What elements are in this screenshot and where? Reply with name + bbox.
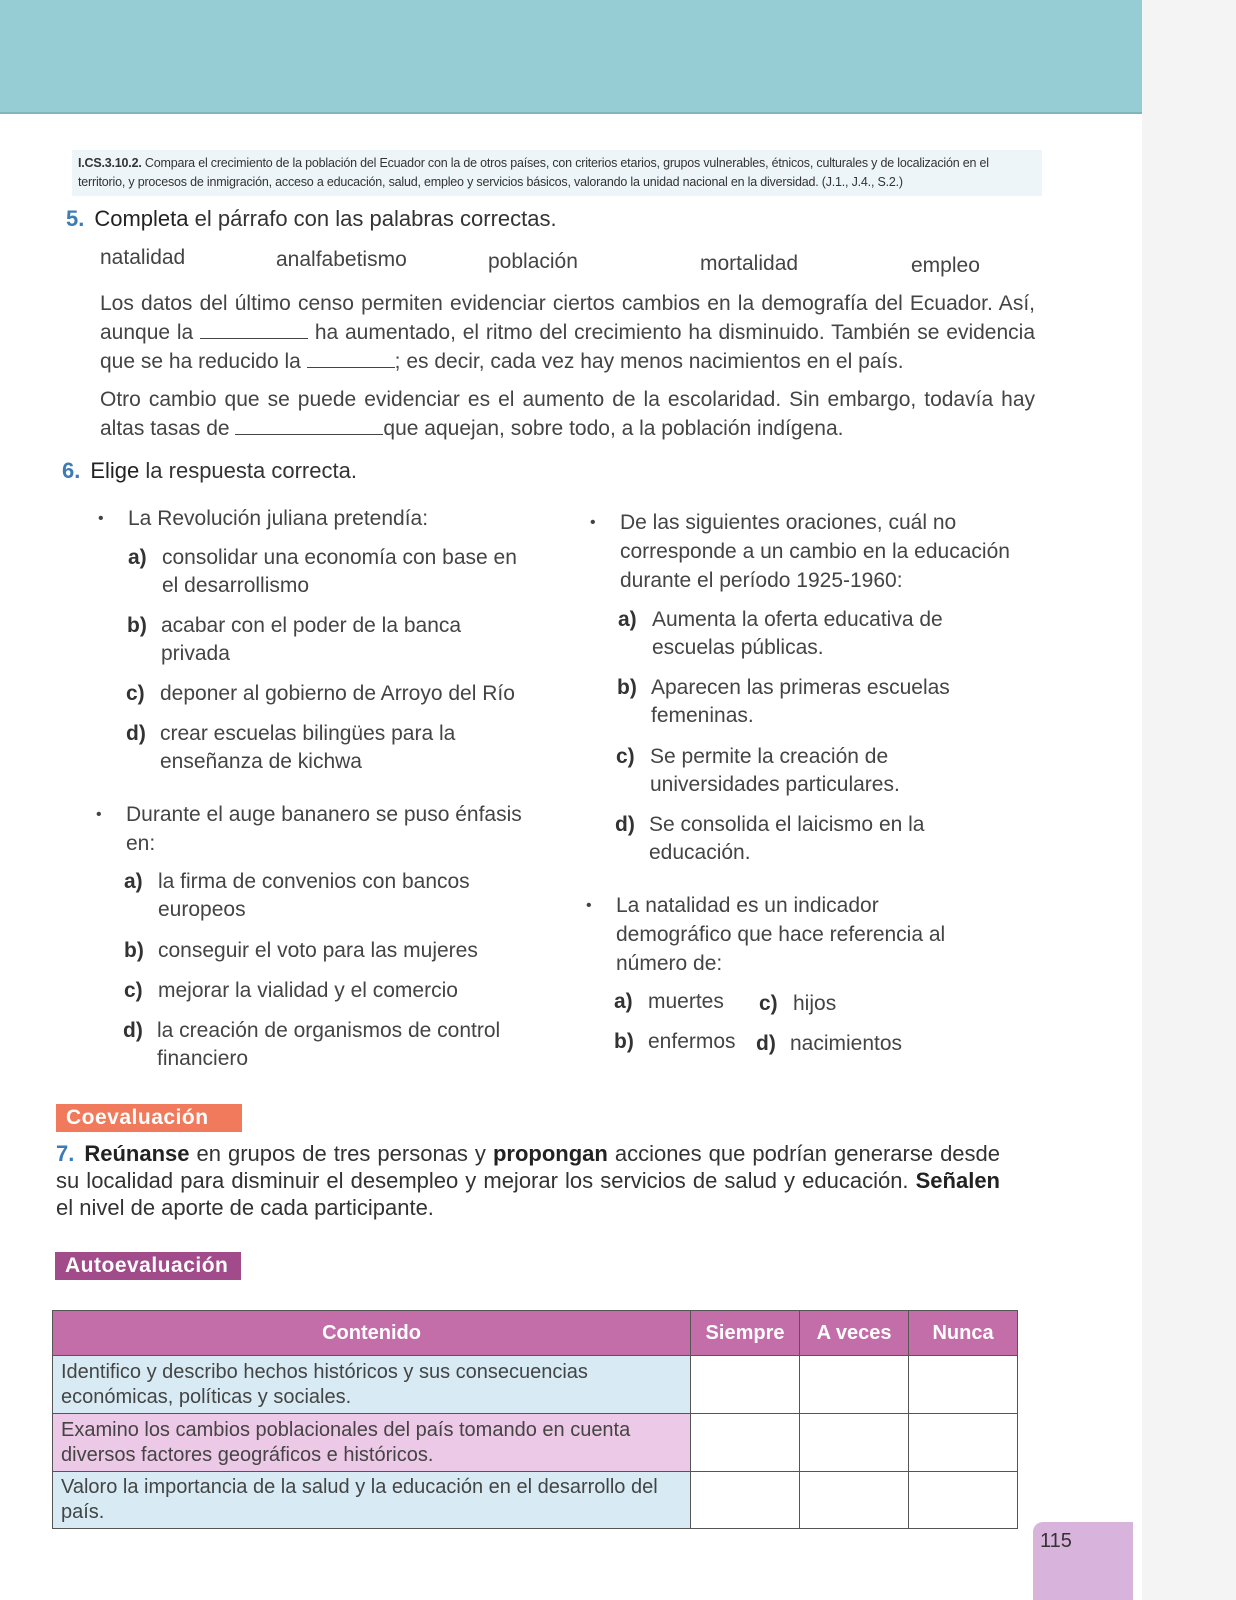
option-a[interactable] <box>618 606 972 662</box>
option-d[interactable] <box>756 1030 903 1058</box>
paragraph-2 <box>100 386 1035 443</box>
question-text: el nivel de aporte de cada participante. <box>56 1195 434 1220</box>
option-b[interactable] <box>124 937 518 965</box>
answer-blank[interactable] <box>200 318 308 339</box>
paragraph-text: que aquejan, sobre todo, a la población indígena. <box>383 417 844 440</box>
word-option: empleo <box>911 254 980 277</box>
option-text: consolidar una economía con base en el desarrollismo <box>162 546 517 597</box>
self-evaluation-tag: Autoevaluación <box>55 1252 241 1280</box>
column-header-sometimes: A veces <box>800 1311 909 1356</box>
option-letter: a) <box>128 546 147 569</box>
option-text: Aparecen las primeras escuelas femeninas. <box>651 676 950 727</box>
coevaluation-tag: Coevaluación <box>56 1104 242 1132</box>
self-evaluation-table <box>52 1310 1018 1529</box>
option-c[interactable] <box>759 990 837 1018</box>
item-1-question <box>98 504 528 533</box>
bullet-icon: • <box>98 510 104 527</box>
option-text: enfermos <box>648 1030 736 1053</box>
option-text: Se consolida el laicismo en la educación. <box>649 813 925 864</box>
question-number: 6. <box>62 458 81 483</box>
bullet-icon: • <box>586 897 592 914</box>
item-question-text: De las siguientes oraciones, cuál no corresponde a un cambio en la educación durante el período 1925-1960: <box>620 511 1010 592</box>
option-b[interactable] <box>614 1028 736 1056</box>
criterion-code: I.CS.3.10.2. <box>78 156 142 170</box>
option-text: la creación de organismos de control financiero <box>157 1019 501 1070</box>
option-c[interactable] <box>124 977 518 1005</box>
check-cell[interactable] <box>909 1472 1018 1529</box>
bullet-icon: • <box>96 806 102 823</box>
bullet-icon: • <box>590 514 596 531</box>
option-letter: b) <box>614 1030 634 1053</box>
option-letter: d) <box>756 1032 776 1055</box>
content-cell: Examino los cambios poblacionales del país tomando en cuenta diversos factores geográficos e históricos. <box>53 1414 691 1472</box>
question-text: en grupos de tres personas y <box>189 1141 493 1166</box>
option-a[interactable] <box>124 868 488 924</box>
option-letter: d) <box>123 1019 143 1042</box>
item-3-question <box>590 508 1020 595</box>
option-letter: a) <box>124 870 143 893</box>
table-row <box>53 1414 1018 1472</box>
option-c[interactable] <box>616 743 930 799</box>
option-letter: b) <box>617 676 637 699</box>
item-4-question <box>586 891 976 978</box>
paragraph-1 <box>100 290 1035 376</box>
option-text: nacimientos <box>790 1032 903 1055</box>
option-text: deponer al gobierno de Arroyo del Río <box>160 682 515 705</box>
check-cell[interactable] <box>909 1414 1018 1472</box>
question-number: 7. <box>56 1141 75 1166</box>
option-c[interactable] <box>126 680 560 708</box>
option-letter: c) <box>126 682 145 705</box>
option-letter: c) <box>616 745 635 768</box>
paragraph-text: Los datos del último censo permiten evidenciar ciertos cambios en la demografía del Ecuador. Así, aunque la <box>100 292 1035 344</box>
check-cell[interactable] <box>691 1414 800 1472</box>
item-question-text: La natalidad es un indicador demográfico que hace referencia al número de: <box>616 894 946 975</box>
content-cell: Valoro la importancia de la salud y la educación en el desarrollo del país. <box>53 1472 691 1529</box>
option-text: muertes <box>648 990 724 1013</box>
table-row <box>53 1356 1018 1414</box>
question-5-prompt <box>66 206 557 232</box>
question-text: la respuesta correcta. <box>139 458 357 483</box>
question-verb: Completa <box>94 206 189 231</box>
option-letter: d) <box>615 813 635 836</box>
option-text: mejorar la vialidad y el comercio <box>158 979 458 1002</box>
column-header-always: Siempre <box>691 1311 800 1356</box>
item-question-text: La Revolución juliana pretendía: <box>128 507 429 530</box>
column-header-never: Nunca <box>909 1311 1018 1356</box>
check-cell[interactable] <box>691 1356 800 1414</box>
option-text: acabar con el poder de la banca privada <box>161 614 462 665</box>
check-cell[interactable] <box>800 1472 909 1529</box>
option-a[interactable] <box>128 544 532 600</box>
content-cell: Identifico y describo hechos históricos y sus consecuencias económicas, políticas y sociales. <box>53 1356 691 1414</box>
check-cell[interactable] <box>691 1472 800 1529</box>
question-verb: Elige <box>90 458 140 483</box>
paragraph-text: ha aumentado, el ritmo del crecimiento ha disminuido. También se evidencia que se ha reducido la <box>100 321 1035 373</box>
word-option: población <box>488 250 578 273</box>
option-letter: d) <box>126 722 146 745</box>
option-letter: b) <box>127 614 147 637</box>
option-d[interactable] <box>126 720 470 776</box>
word-option: natalidad <box>100 246 186 269</box>
option-letter: c) <box>124 979 143 1002</box>
item-question-text: Durante el auge bananero se puso énfasis en: <box>126 803 522 855</box>
option-b[interactable] <box>127 612 491 668</box>
option-letter: a) <box>618 608 637 631</box>
question-verb: Reúnanse <box>84 1141 190 1166</box>
option-text: Se permite la creación de universidades particulares. <box>650 745 900 796</box>
check-cell[interactable] <box>909 1356 1018 1414</box>
evaluation-criterion <box>72 150 1042 196</box>
column-header-content: Contenido <box>53 1311 691 1356</box>
paragraph-text: ; es decir, cada vez hay menos nacimientos en el país. <box>394 350 904 373</box>
item-2-question <box>96 800 536 858</box>
table-header-row <box>53 1311 1018 1356</box>
answer-blank[interactable] <box>307 347 395 368</box>
option-text: hijos <box>793 992 837 1015</box>
option-letter: c) <box>759 992 778 1015</box>
page-number: 115 <box>1040 1530 1072 1552</box>
top-color-band <box>0 0 1142 114</box>
question-text: acciones que podrían generarse desde su localidad para disminuir el desempleo y mejorar los servicios de salud y educación. <box>56 1141 1001 1193</box>
table-row <box>53 1472 1018 1529</box>
question-text: el párrafo con las palabras correctas. <box>188 206 557 231</box>
page-edge <box>1142 0 1236 1600</box>
option-d[interactable] <box>615 811 949 867</box>
option-a[interactable] <box>614 988 724 1016</box>
word-option: mortalidad <box>700 252 799 275</box>
option-d[interactable] <box>123 1017 537 1073</box>
paragraph-text: Otro cambio que se puede evidenciar es el aumento de la escolaridad. Sin embargo, todavía hay altas tasas de <box>100 388 1035 440</box>
question-number: 5. <box>66 206 85 231</box>
criterion-text: Compara el crecimiento de la población del Ecuador con la de otros países, con criterios etarios, grupos vulnerables, étnicos, culturales y de localización en el territorio, y procesos de inmigración, acceso a educación, salud, empleo y servicios básicos, valorando la unidad nacional en la diversidad. (J.1., J.4., S.2.) <box>78 156 989 189</box>
question-6-prompt <box>62 458 357 484</box>
question-verb: Señalen <box>915 1168 1000 1193</box>
option-letter: b) <box>124 939 144 962</box>
option-b[interactable] <box>617 674 971 730</box>
check-cell[interactable] <box>800 1414 909 1472</box>
word-option: analfabetismo <box>276 248 407 271</box>
option-letter: a) <box>614 990 633 1013</box>
option-text: Aumenta la oferta educativa de escuelas públicas. <box>652 608 943 659</box>
check-cell[interactable] <box>800 1356 909 1414</box>
option-text: la firma de convenios con bancos europeos <box>158 870 470 921</box>
option-text: crear escuelas bilingües para la enseñanza de kichwa <box>160 722 456 773</box>
option-text: conseguir el voto para las mujeres <box>158 939 478 962</box>
question-verb: propongan <box>492 1141 608 1166</box>
question-7-prompt <box>56 1140 1000 1221</box>
answer-blank[interactable] <box>235 414 383 435</box>
